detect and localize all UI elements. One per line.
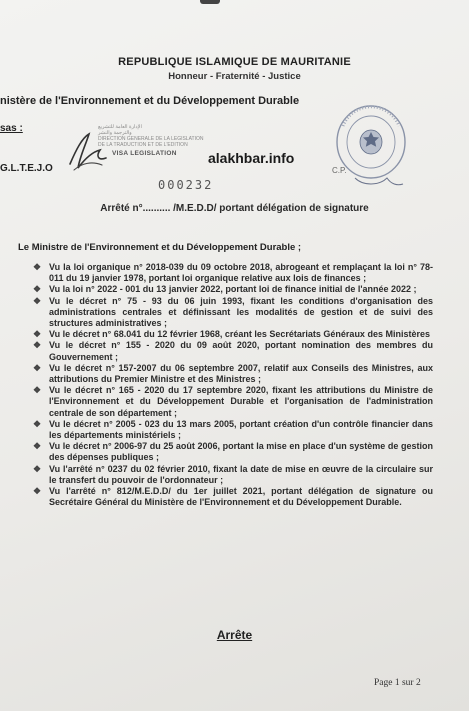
visa-text: Vu le décret n° 165 - 2020 du 17 septembre 2020, fixant les attributions du Ministre de l'Environnement et du Développement Durable et l'organisation de l'administration centrale de son département ; — [49, 385, 433, 418]
visa-item — [33, 486, 433, 508]
document-number: 000232 — [158, 178, 214, 192]
visa-text: Vu le décret n° 75 - 93 du 06 juin 1993, fixant les conditions d'organisation des administrations centrales et définissant les modalités de gestion et de suivi des structures administratives ; — [49, 295, 433, 329]
visa-item — [33, 340, 433, 362]
visa-text: Vu le décret n° 2006-97 du 25 août 2006, portant la mise en place d'un système de gestion des dépenses publiques ; — [49, 441, 433, 463]
cp-label: C.P. — [332, 166, 347, 175]
diamond-bullet-icon: ❖ — [33, 385, 42, 396]
stamp-line: والترجمة والنشر — [98, 130, 132, 136]
handwritten-signature — [62, 130, 112, 175]
visa-list — [33, 262, 433, 508]
diamond-bullet-icon: ❖ — [33, 441, 42, 452]
diamond-bullet-icon: ❖ — [33, 362, 42, 373]
diamond-bullet-icon: ❖ — [33, 418, 42, 429]
visa-text: Vu la loi organique n° 2018-039 du 09 octobre 2018, abrogeant et remplaçant la loi n° 78-011 du 19 janvier 1978, portant loi organique relative aux lois de finances ; — [49, 262, 433, 284]
stamp-line: الإدارة العامة للتشريع — [98, 124, 142, 130]
visa-item — [33, 329, 433, 340]
visa-text: Vu le décret n° 155 - 2020 du 09 août 2020, portant nomination des membres du Gouvernement ; — [49, 340, 433, 362]
stamp-line: DIRECTION GENERALE DE LA LEGISLATION — [98, 136, 204, 142]
visa-text: Vu l'arrêté n° 812/M.E.D.D/ du 1er juillet 2021, portant délégation de signature ou Secrétaire Général du Ministère de l'Environnement et du Développement Durable. — [49, 486, 433, 508]
visas-label: sas : — [0, 123, 23, 134]
official-seal — [333, 100, 409, 192]
visa-item — [33, 363, 433, 385]
page-number: Page 1 sur 2 — [374, 678, 421, 688]
diamond-bullet-icon: ❖ — [33, 295, 42, 306]
visa-item — [33, 464, 433, 486]
diamond-bullet-icon: ❖ — [33, 340, 42, 351]
diamond-bullet-icon: ❖ — [33, 463, 42, 474]
visa-text: Vu la loi n° 2022 - 001 du 13 janvier 2022, portant loi de finance initial de l'année 2022 ; — [49, 284, 417, 295]
visa-item — [33, 296, 433, 330]
legislation-stamp — [98, 124, 204, 148]
minister-intro: Le Ministre de l'Environnement et du Développement Durable ; — [18, 242, 302, 253]
diamond-bullet-icon: ❖ — [33, 486, 42, 497]
visa-item — [33, 419, 433, 441]
ministry-name: nistère de l'Environnement et du Développement Durable — [0, 95, 300, 107]
visa-text: Vu l'arrêté n° 0237 du 02 février 2010, fixant la date de mise en œuvre de la circulaire sur le transfert du pouvoir de l'ordonnateur ; — [49, 463, 433, 485]
visa-item — [33, 385, 433, 419]
visa-text: Vu le décret n° 2005 - 023 du 13 mars 2005, portant création d'un contrôle financier dans les départements ministériels ; — [49, 418, 433, 441]
republic-header: REPUBLIQUE ISLAMIQUE DE MAURITANIE — [118, 56, 351, 68]
reference-code: G.L.T.E.J.O — [0, 163, 53, 174]
arrete-heading: Arrête — [216, 628, 253, 642]
national-motto: Honneur - Fraternité - Justice — [168, 71, 301, 82]
diamond-bullet-icon: ❖ — [33, 284, 42, 295]
stamp-line: DE LA TRADUCTION ET DE L'EDITION — [98, 142, 188, 148]
visa-text: Vu le décret n° 68.041 du 12 février 1968, créant les Secrétariats Généraux des Ministères — [49, 329, 430, 340]
visa-item — [33, 284, 433, 295]
binder-clip-mark — [200, 0, 220, 4]
visa-item — [33, 262, 433, 284]
visa-legislation-label: VISA LEGISLATION — [112, 150, 177, 157]
diamond-bullet-icon: ❖ — [33, 329, 42, 340]
diamond-bullet-icon: ❖ — [33, 262, 42, 272]
visa-item — [33, 441, 433, 463]
visa-text: Vu le décret n° 157-2007 du 06 septembre 2007, relatif aux Conseils des Ministres, aux attributions du Premier Ministre et des Ministres ; — [49, 362, 433, 385]
website-watermark: alakhbar.info — [208, 150, 295, 166]
decree-title: Arrêté n°.......... /M.E.D.D/ portant délégation de signature — [100, 203, 369, 214]
